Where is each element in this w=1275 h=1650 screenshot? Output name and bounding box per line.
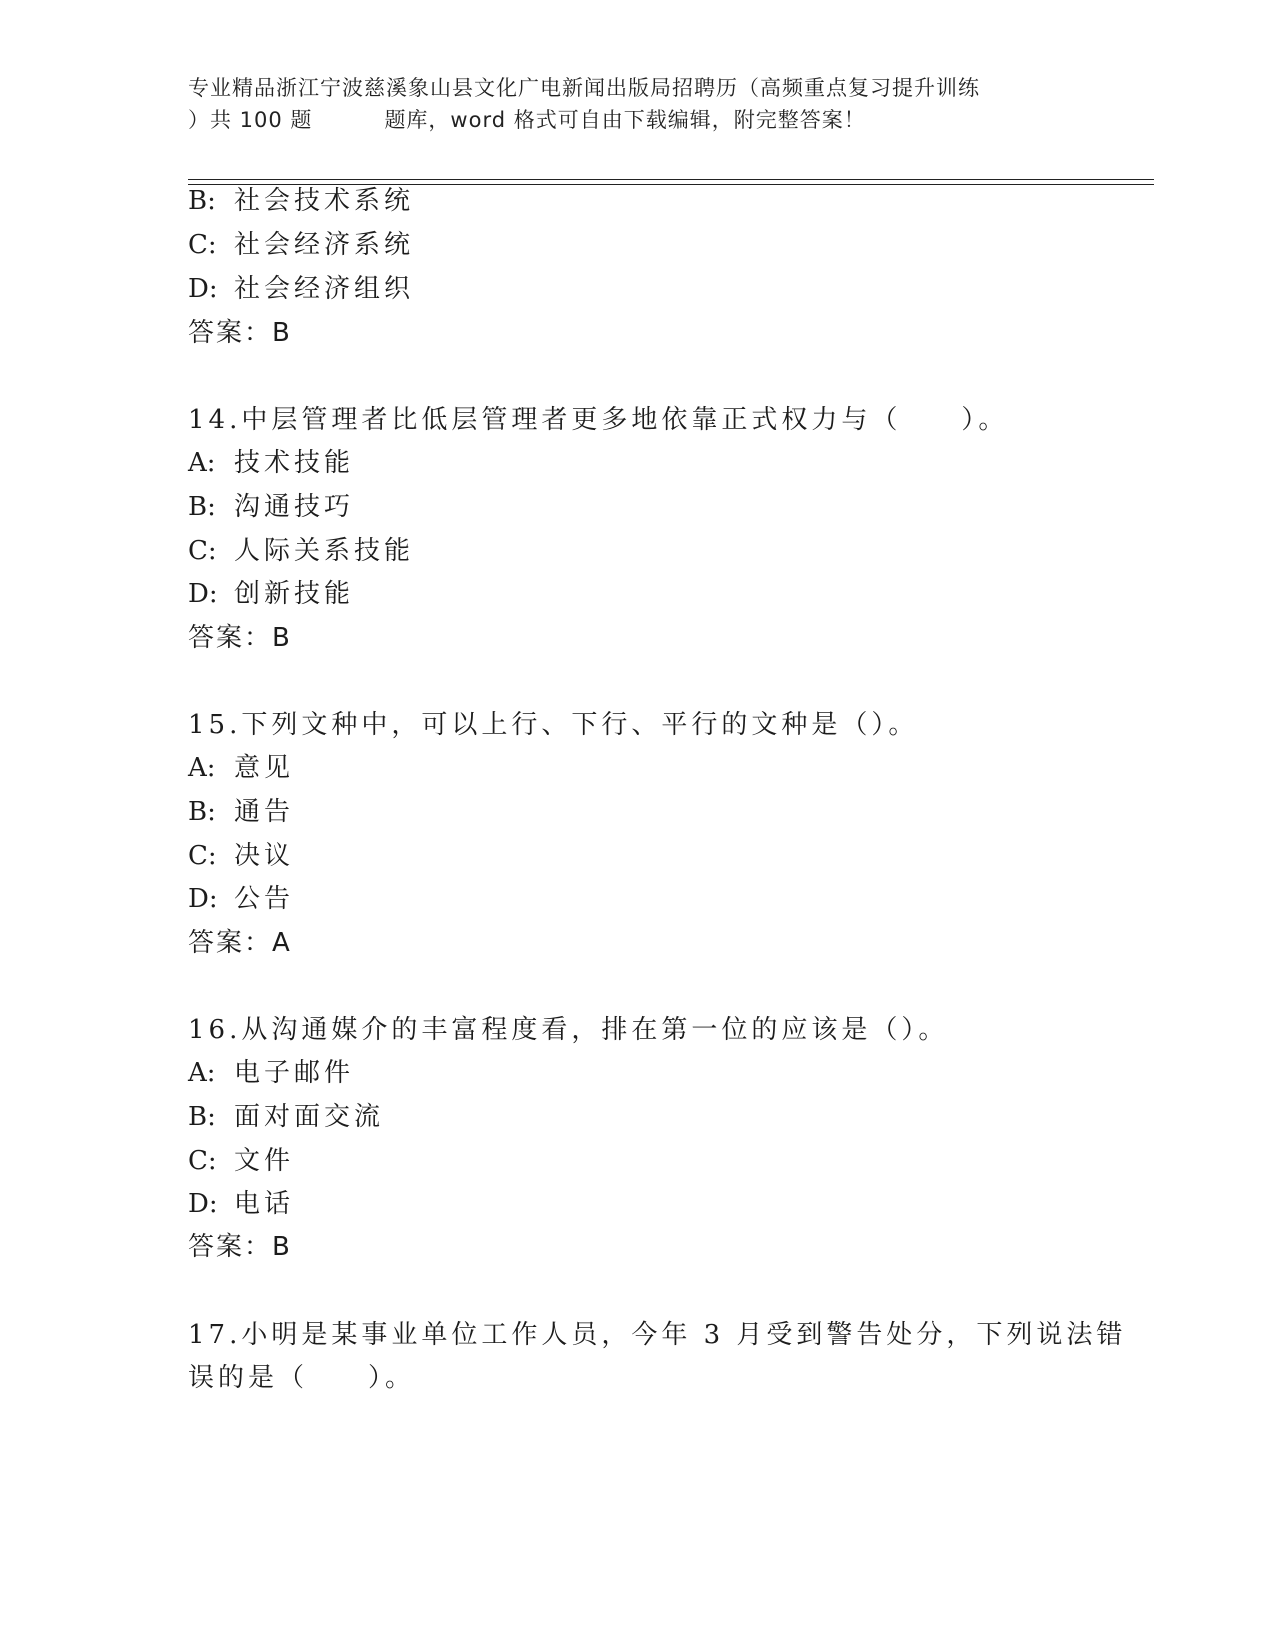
option-text: 通告 bbox=[234, 797, 295, 827]
option-key: D: bbox=[188, 274, 218, 304]
option-text: 人际关系技能 bbox=[234, 536, 415, 566]
option-text: 文件 bbox=[234, 1146, 295, 1176]
option-text: 电话 bbox=[234, 1189, 295, 1219]
option-text: 电子邮件 bbox=[234, 1058, 355, 1088]
option-text: 社会经济组织 bbox=[234, 274, 415, 304]
option-b bbox=[188, 1100, 384, 1134]
option-key: C: bbox=[188, 230, 217, 260]
option-key: D: bbox=[188, 884, 218, 914]
option-c bbox=[188, 839, 294, 873]
option-key: B: bbox=[188, 186, 216, 216]
option-a bbox=[188, 1056, 354, 1090]
answer-label: 答案： bbox=[188, 318, 273, 348]
document-header bbox=[188, 72, 1088, 136]
option-key: B: bbox=[188, 492, 216, 522]
answer-line bbox=[188, 926, 292, 960]
option-key: D: bbox=[188, 1189, 218, 1219]
option-key: A: bbox=[188, 753, 216, 783]
option-text: 意见 bbox=[234, 753, 295, 783]
option-key: C: bbox=[188, 841, 217, 871]
option-c bbox=[188, 228, 414, 262]
answer-value: A bbox=[272, 928, 292, 958]
question-stem: 17.小明是某事业单位工作人员，今年 3 月受到警告处分，下列说法错 bbox=[188, 1320, 1127, 1350]
option-key: B: bbox=[188, 797, 216, 827]
answer-label: 答案： bbox=[188, 623, 273, 653]
option-text: 决议 bbox=[234, 841, 295, 871]
header-question-count: ）共 100 题 bbox=[188, 108, 313, 132]
option-c bbox=[188, 534, 414, 568]
answer-line bbox=[188, 1230, 292, 1264]
answer-label: 答案： bbox=[188, 928, 273, 958]
option-d bbox=[188, 272, 414, 306]
option-d bbox=[188, 882, 294, 916]
answer-line bbox=[188, 316, 292, 350]
option-key: C: bbox=[188, 536, 217, 566]
option-text: 沟通技巧 bbox=[234, 492, 355, 522]
question-stem: 15.下列文种中，可以上行、下行、平行的文种是（）。 bbox=[188, 710, 919, 740]
option-a bbox=[188, 446, 354, 480]
header-title-line-1: 专业精品浙江宁波慈溪象山县文化广电新闻出版局招聘历（高频重点复习提升训练 bbox=[188, 76, 980, 100]
option-a bbox=[188, 751, 294, 785]
option-key: C: bbox=[188, 1146, 217, 1176]
option-text: 面对面交流 bbox=[234, 1102, 385, 1132]
option-d bbox=[188, 577, 354, 611]
question-stem-continued: 误的是（ ）。 bbox=[188, 1363, 416, 1393]
option-b bbox=[188, 490, 354, 524]
answer-label: 答案： bbox=[188, 1232, 273, 1262]
header-download-note: 题库，word 格式可自由下载编辑，附完整答案！ bbox=[384, 108, 866, 132]
question-stem: 14.中层管理者比低层管理者更多地依靠正式权力与（ ）。 bbox=[188, 405, 1009, 435]
option-text: 公告 bbox=[234, 884, 295, 914]
option-c bbox=[188, 1144, 294, 1178]
option-key: A: bbox=[188, 1058, 216, 1088]
answer-line bbox=[188, 621, 292, 655]
header-rule-top bbox=[188, 179, 1154, 180]
option-text: 社会经济系统 bbox=[234, 230, 415, 260]
answer-value: B bbox=[272, 623, 292, 653]
answer-value: B bbox=[272, 1232, 292, 1262]
option-text: 技术技能 bbox=[234, 448, 355, 478]
option-text: 创新技能 bbox=[234, 579, 355, 609]
question-stem: 16.从沟通媒介的丰富程度看，排在第一位的应该是（）。 bbox=[188, 1015, 949, 1045]
option-b bbox=[188, 184, 414, 218]
option-b bbox=[188, 795, 294, 829]
option-key: B: bbox=[188, 1102, 216, 1132]
answer-value: B bbox=[272, 318, 292, 348]
option-key: D: bbox=[188, 579, 218, 609]
option-key: A: bbox=[188, 448, 216, 478]
header-title-line-2 bbox=[188, 104, 1088, 136]
option-d bbox=[188, 1187, 294, 1221]
option-text: 社会技术系统 bbox=[234, 186, 415, 216]
